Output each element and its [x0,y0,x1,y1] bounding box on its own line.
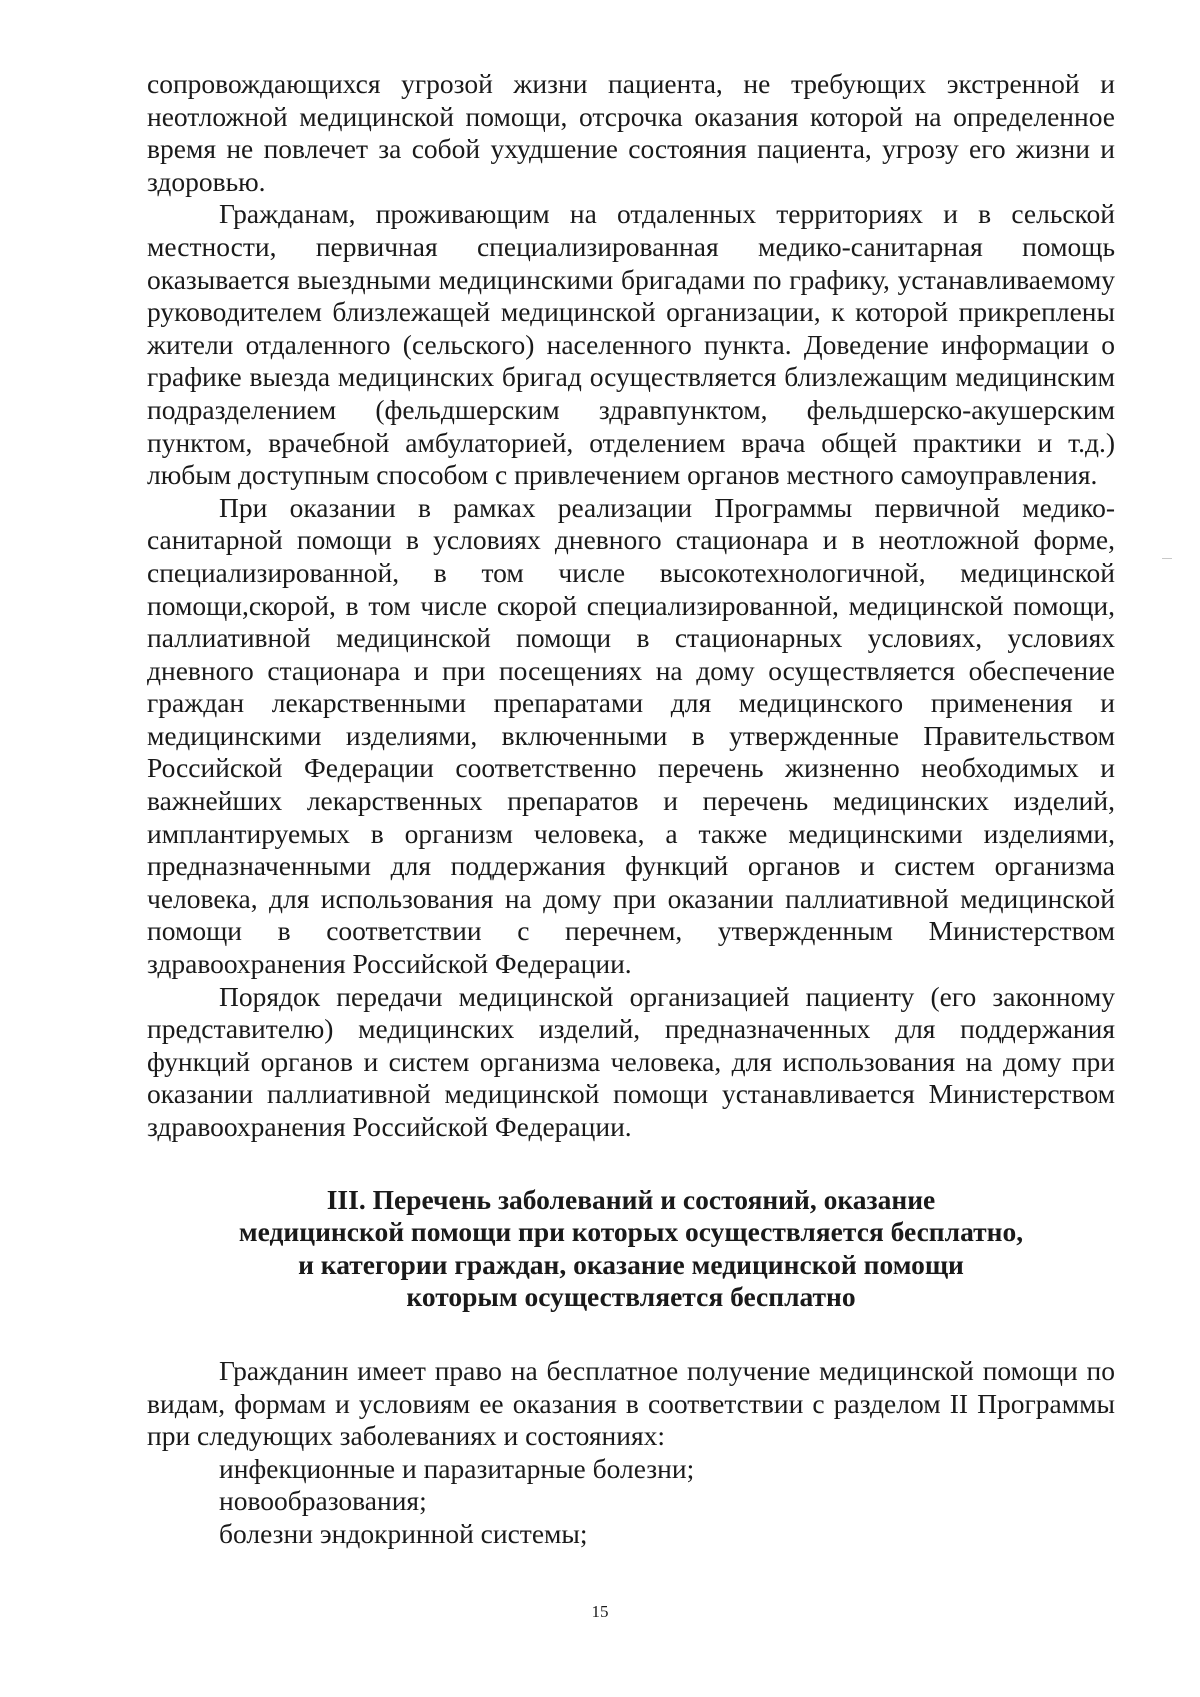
paragraph-device-transfer-order: Порядок передачи медицинской организацией пациенту (его законному представителю) медицинских изделий, предназначенных для поддержания функций органов и систем организма человека, для использования на дому при оказании паллиативной медицинской помощи устанавливается Министерством здравоохранения Российской Федерации. [147,980,1115,1142]
paragraph-remote-territories: Гражданам, проживающим на отдаленных территориях и в сельской местности, первичная специализированная медико-санитарная помощь оказывается выездными медицинскими бригадами по графику, устанавливаемому руководителем близлежащей медицинской организации, к которой прикреплены жители отдаленного (сельского) населенного пункта. Доведение информации о графике выезда медицинских бригад осуществляется близлежащим медицинским подразделением (фельдшерским здравпунктом, фельдшерско-акушерским пунктом, врачебной амбулаторией, отделением врача общей практики и т.д.) любым доступным способом с привлечением органов местного самоуправления. [147,198,1115,491]
page-content [147,68,1115,1551]
section-heading-line: и категории граждан, оказание медицинской помощи [298,1248,964,1280]
section-intro-paragraph: Гражданин имеет право на бесплатное получение медицинской помощи по видам, формам и условиям ее оказания в соответствии с разделом II Программы при следующих заболеваниях и состояниях: [147,1354,1115,1452]
scan-artifact-mark [1162,558,1172,559]
paragraph-drug-provision: При оказании в рамках реализации Программы первичной медико-санитарной помощи в условиях дневного стационара и в неотложной форме, специализированной, в том числе высокотехнологичной, медицинской помощи,скорой, в том числе скорой специализированной, медицинской помощи, паллиативной медицинской помощи в стационарных условиях, условиях дневного стационара и при посещениях на дому осуществляется обеспечение граждан лекарственными препаратами для медицинского применения и медицинскими изделиями, включенными в утвержденные Правительством Российской Федерации соответственно перечень жизненно необходимых и важнейших лекарственных препаратов и перечень медицинских изделий, имплантируемых в организм человека, а также медицинскими изделиями, предназначенными для поддержания функций органов и систем организма человека, для использования на дому при оказании паллиативной медицинской помощи в соответствии с перечнем, утвержденным Министерством здравоохранения Российской Федерации. [147,491,1115,980]
conditions-list [147,1453,1115,1551]
section-heading-line: III. Перечень заболеваний и состояний, оказание [326,1183,936,1215]
paragraph-continuation: сопровождающихся угрозой жизни пациента, не требующих экстренной и неотложной медицинской помощи, отсрочка оказания которой на определенное время не повлечет за собой ухудшение состояния пациента, угрозу его жизни и здоровью. [147,68,1115,197]
section-heading-line: медицинской помощи при которых осуществляется бесплатно, [238,1216,1024,1248]
list-item: инфекционные и паразитарные болезни; [219,1452,695,1484]
list-item: новообразования; [219,1485,427,1517]
section-heading-line: которым осуществляется бесплатно [406,1281,856,1313]
page-number: 15 [591,1602,609,1621]
section-heading [147,1184,1115,1314]
list-item: болезни эндокринной системы; [219,1517,588,1549]
